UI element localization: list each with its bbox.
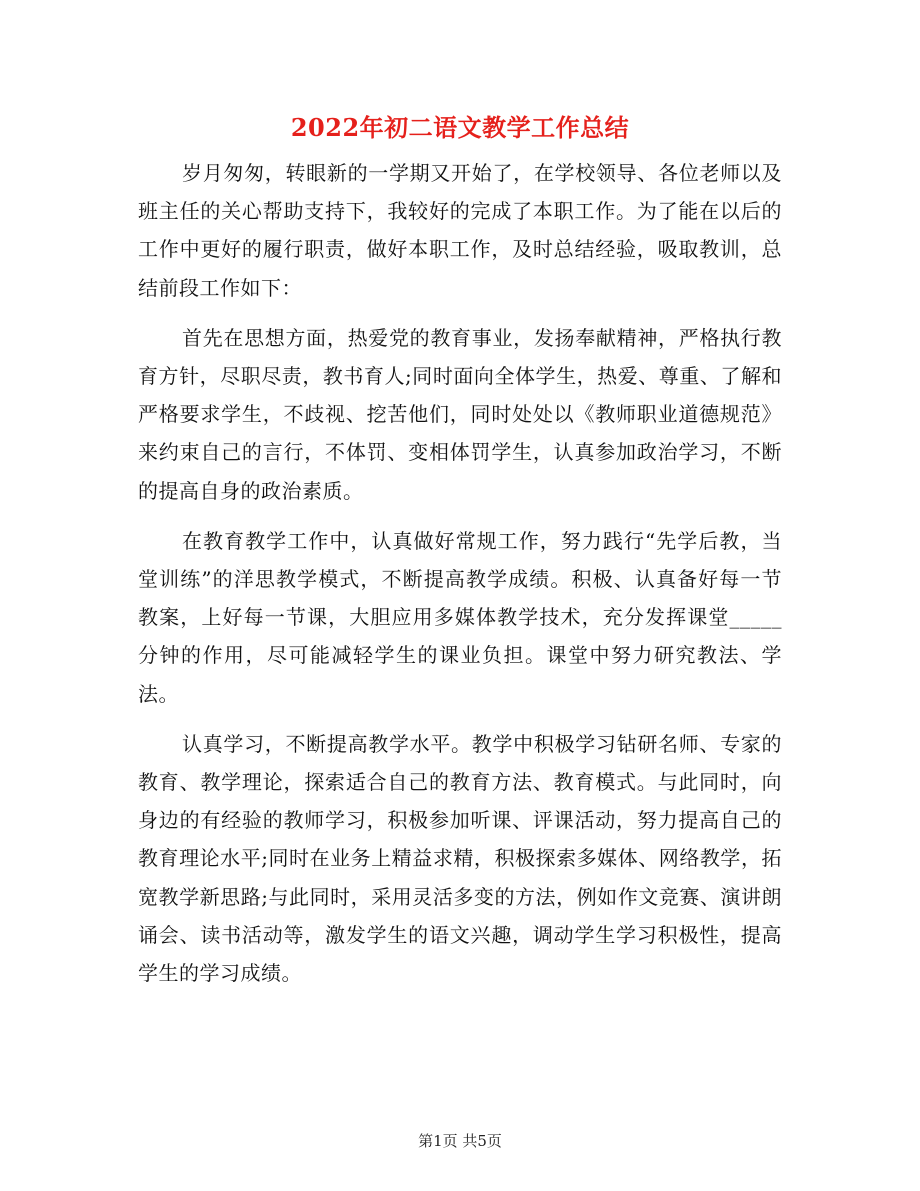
document-body bbox=[138, 154, 782, 1004]
paragraph-2: 首先在思想方面，热爱党的教育事业，发扬奉献精神，严格执行教育方针，尽职尽责，教书育人;同时面向全体学生，热爱、尊重、了解和严格要求学生，不歧视、挖苦他们，同时处处以《教师职业道德规范》来约束自己的言行，不体罚、变相体罚学生，认真参加政治学习，不断的提高自身的政治素质。 bbox=[138, 325, 782, 503]
paragraph-1: 岁月匆匆，转眼新的一学期又开始了，在学校领导、各位老师以及班主任的关心帮助支持下，我较好的完成了本职工作。为了能在以后的工作中更好的履行职责，做好本职工作，及时总结经验，吸取教训，总结前段工作如下： bbox=[138, 161, 782, 300]
document-title: 2022年初二语文教学工作总结 bbox=[290, 113, 630, 142]
page-number-footer: 第1页 共5页 bbox=[418, 1132, 502, 1150]
paragraph-4: 认真学习，不断提高教学水平。教学中积极学习钻研名师、专家的教育、教学理论，探索适合自己的教育方法、教育模式。与此同时，向身边的有经验的教师学习，积极参加听课、评课活动，努力提高自己的教育理论水平;同时在业务上精益求精，积极探索多媒体、网络教学，拓宽教学新思路;与此同时，采用灵活多变的方法，例如作文竞赛、演讲朗诵会、读书活动等，激发学生的语文兴趣，调动学生学习积极性，提高学生的学习成绩。 bbox=[138, 731, 782, 986]
paragraph-3: 在教育教学工作中，认真做好常规工作，努力践行“先学后教，当堂训练”的洋思教学模式，不断提高教学成绩。积极、认真备好每一节教案，上好每一节课，大胆应用多媒体教学技术，充分发挥课堂_____分钟的作用，尽可能减轻学生的课业负担。课堂中努力研究教法、学法。 bbox=[138, 528, 782, 706]
